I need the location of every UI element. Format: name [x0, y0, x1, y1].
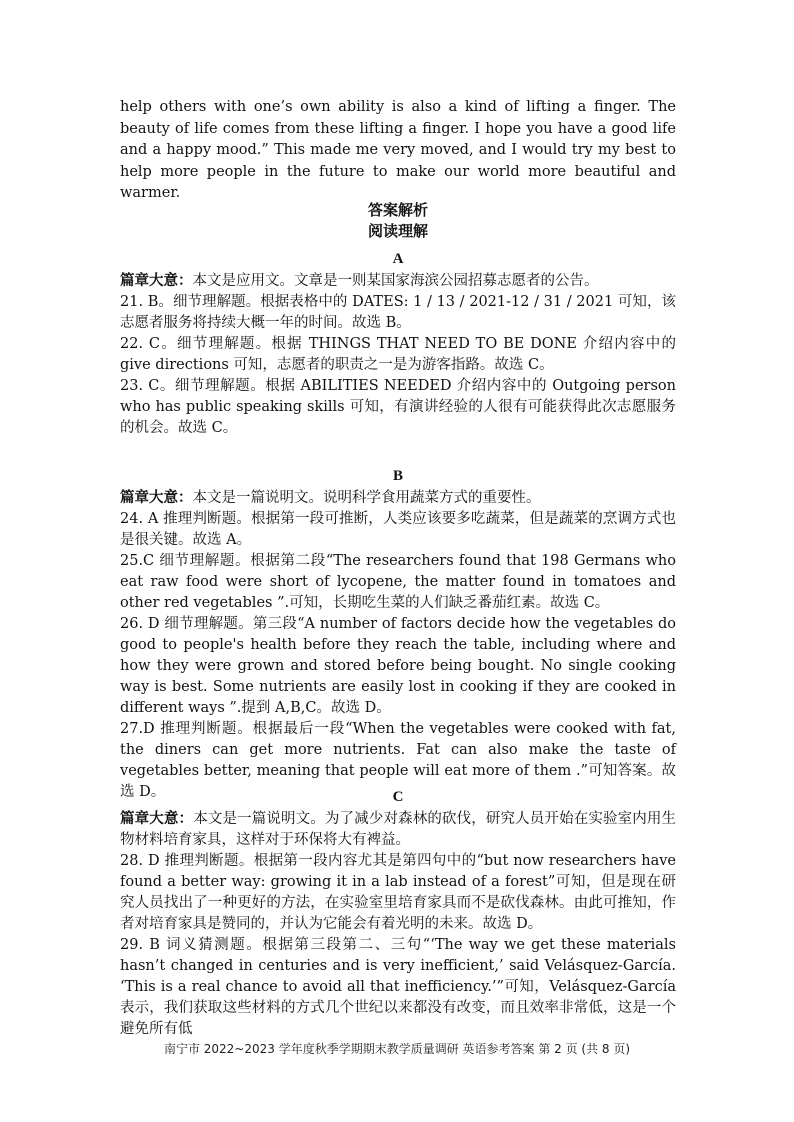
answer-item: 22. C。细节理解题。根据 THINGS THAT NEED TO BE DONE 介绍内容中的 give directions 可知，志愿者的职责之一是为游客指路。故选 C。	[120, 336, 676, 373]
summary-text: 本文是应用文。文章是一则某国家海滨公园招募志愿者的公告。	[192, 273, 599, 289]
summary-label: 篇章大意：	[120, 810, 194, 827]
intro-paragraph: help others with one’s own ability is also a kind of lifting a finger. The beauty of life comes from these lifting a finger. I hope you have a good life and a happy mood.” This made me very moved, and I would try my best to help more people in the future to make our world more beautiful and warmer.	[120, 99, 676, 201]
section-c	[120, 787, 676, 1040]
answer-item: 28. D 推理判断题。根据第一段内容尤其是第四句中的“but now researchers have found a better way: growing it in a lab instead of a forest”可知，但是现在研究人员找出了一种更好的方法，在实验室里培育家具而不是砍伐森林。由此可推知，作者对培育家具是赞同的，并认为它能会有着光明的未来。故选 D。	[120, 853, 676, 932]
intro-block	[120, 97, 676, 205]
page-footer: 南宁市 2022~2023 学年度秋季学期期末教学质量调研 英语参考答案 第 2 页 (共 8 页)	[163, 1042, 631, 1056]
section-b	[120, 466, 676, 803]
answer-item: 23. C。细节理解题。根据 ABILITIES NEEDED 介绍内容中的 Outgoing person who has public speaking skills 可知，有演讲经验的人很有可能获得此次志愿服务的机会。故选 C。	[120, 378, 676, 436]
answer-heading	[120, 200, 676, 242]
summary-text: 本文是一篇说明文。说明科学食用蔬菜方式的重要性。	[192, 490, 541, 506]
heading-subtitle: 阅读理解	[367, 222, 428, 240]
section-a	[120, 249, 676, 439]
heading-title: 答案解析	[367, 201, 428, 219]
summary-label: 篇章大意：	[120, 489, 193, 506]
answer-item: 27.D 推理判断题。根据最后一段“When the vegetables were cooked with fat, the diners can get more nutrients. Fat can also make the taste of vegetables better, meaning that people will eat more of them .”可知答案。故选 D。	[120, 721, 676, 800]
answer-item: 21. B。细节理解题。根据表格中的 DATES: 1 / 13 / 2021-12 / 31 / 2021 可知，该志愿者服务将持续大概一年的时间。故选 B。	[120, 294, 676, 331]
section-letter: C	[392, 789, 404, 805]
section-summary	[120, 808, 676, 851]
section-summary	[120, 270, 676, 292]
answer-item: 29. B 词义猜测题。根据第三段第二、三句“‘The way we get these materials hasn’t changed in centuries and is very inefficient,’ said Velásquez-García. ‘This is a real chance to avoid all that inefficiency.’”可知，Velásquez-García 表示，我们获取这些材料的方式几个世纪以来都没有改变，而且效率非常低，这是一个避免所有低	[120, 937, 676, 1037]
answer-item: 24. A 推理判断题。根据第一段可推断，人类应该要多吃蔬菜，但是蔬菜的烹调方式也是很关键。故选 A。	[120, 511, 676, 548]
section-summary	[120, 487, 676, 509]
section-letter: A	[392, 251, 404, 267]
summary-text: 本文是一篇说明文。为了减少对森林的砍伐，研究人员开始在实验室内用生物材料培育家具，这样对于环保将大有裨益。	[120, 811, 677, 848]
answer-item: 25.C 细节理解题。根据第二段“The researchers found that 198 Germans who eat raw food were short of lycopene, the matter found in tomatoes and other red vegetables ”.可知，长期吃生菜的人们缺乏番茄红素。故选 C。	[120, 553, 676, 611]
answer-item: 26. D 细节理解题。第三段“A number of factors decide how the vegetables do good to people's health before they reach the table, including where and how they were grown and stored before being bought. No single cooking way is best. Some nutrients are easily lost in cooking if they are cooked in different ways ”.提到 A,B,C。故选 D。	[120, 616, 676, 716]
summary-label: 篇章大意：	[120, 272, 193, 289]
section-letter: B	[392, 468, 403, 484]
